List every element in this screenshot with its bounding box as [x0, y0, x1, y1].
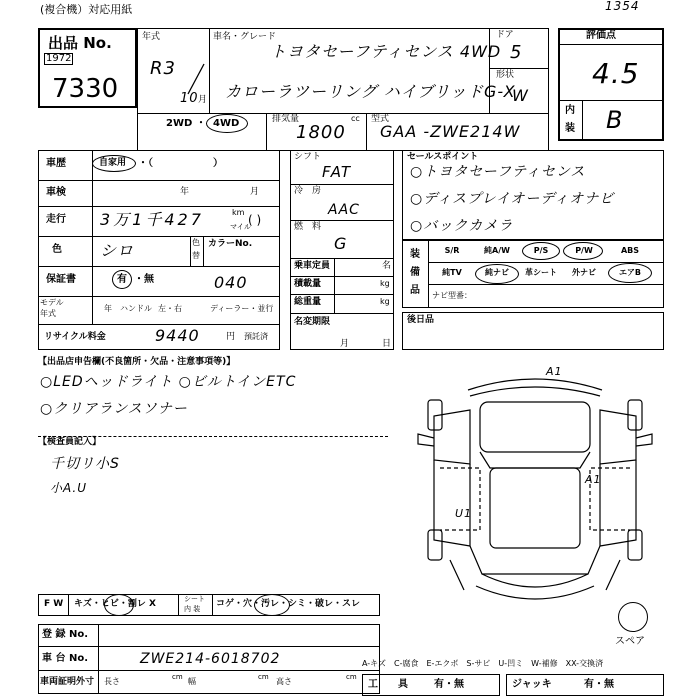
warranty-yes: 有	[117, 274, 127, 285]
fuel-value: G	[334, 234, 348, 253]
displacement-value: 1800	[296, 122, 346, 143]
mile-unit: マイル	[230, 223, 251, 231]
mileage-label: 走行	[46, 214, 66, 225]
fw-label: F W	[44, 599, 64, 609]
later-label: 後日品	[407, 315, 435, 325]
size-length-cm: cm	[172, 673, 183, 681]
lot-number: 7330	[52, 74, 119, 104]
color-value: シロ	[100, 241, 135, 260]
size-label: 車両証明外寸	[40, 677, 95, 687]
inspector-line-1: 千切リ小S	[50, 456, 120, 472]
spare-label: スペア	[615, 636, 645, 647]
inspection-label: 車検	[46, 187, 66, 198]
model-year-label-1: モデル	[40, 298, 64, 307]
fw-text: キズ・ヒビ・割レ X	[74, 599, 156, 609]
weight-unit: kg	[380, 297, 390, 306]
handle-value: 左・右	[158, 304, 182, 313]
recycle-unit: 円	[226, 332, 236, 342]
equip-pure-tv: 純TV	[442, 268, 462, 277]
capacity-label: 乗車定員	[294, 261, 331, 271]
spare-tire-icon	[618, 602, 648, 632]
shape-label: 形状	[496, 70, 515, 80]
history-label: 車歴	[46, 158, 66, 169]
recycle-value: 9440	[155, 326, 200, 345]
tools-label: 工 具	[368, 679, 408, 690]
equip-abs: ABS	[620, 246, 640, 255]
registration-label: 登 録 No.	[42, 629, 89, 640]
fuel-label: 燃 料	[294, 222, 322, 232]
color-no-label: カラーNo.	[208, 239, 253, 249]
size-width: 幅	[188, 677, 196, 686]
equip-pw: P/W	[575, 246, 593, 255]
drive-2wd: 2WD	[166, 118, 193, 129]
model-year-unit: 年	[104, 304, 112, 313]
interior-label-1: 内	[565, 105, 575, 116]
lot-code: 1972	[46, 53, 72, 64]
sales-point-2: ○ディスプレイオーディオナビ	[410, 191, 615, 207]
car-damage-diagram	[410, 360, 670, 620]
drive-4wd: 4WD	[213, 118, 240, 129]
nav-model-label: ナビ型番：	[432, 291, 472, 300]
displacement-unit: cc	[351, 114, 360, 123]
score-value: 4.5	[592, 57, 640, 90]
model-value: GAA -ZWE214W	[380, 122, 521, 141]
year-label: 年式	[142, 32, 161, 42]
name-grade-label: 車名・グレード	[213, 32, 277, 42]
load-unit: kg	[380, 279, 390, 288]
interior-label-2: 装	[565, 123, 575, 134]
equip-pure-navi: 純ナビ	[485, 268, 509, 277]
doors-value: 5	[510, 42, 523, 63]
color-no-value: 040	[214, 273, 248, 292]
form-type-label: (複合機）対応用紙	[40, 3, 133, 16]
declaration-label: 【出品店申告欄(不良箇所・欠品・注意事項等)】	[38, 357, 236, 367]
history-value: 自家用	[99, 158, 127, 168]
inspector-label: 【検査員記入】	[38, 437, 102, 447]
top-scribble: 1354	[605, 0, 640, 13]
name-line-1: トヨタセーフティセンス 4WD	[270, 42, 502, 61]
dealer-label: ディーラー・並行	[210, 304, 274, 313]
equip-ext-navi: 外ナビ	[572, 268, 596, 277]
warranty-label: 保証書	[46, 274, 76, 285]
history-rest: ・（ ）	[138, 158, 223, 169]
tools-value: 有・無	[434, 679, 464, 690]
chassis-label: 車 台 No.	[42, 653, 89, 664]
sales-point-1: ○トヨタセーフティセンス	[410, 164, 586, 180]
interior-value: B	[606, 106, 624, 134]
seat-label-1: シート	[184, 595, 205, 603]
km-unit: km	[232, 208, 245, 217]
name-change-label: 名変期限	[294, 317, 331, 327]
month-unit: 月	[198, 95, 208, 105]
name-change-unit: 月	[340, 339, 350, 349]
seat-label-2: 内 装	[184, 605, 201, 613]
later-items-box	[402, 312, 664, 350]
equip-leather: 革シート	[525, 268, 557, 277]
lot-label: 出品 No.	[48, 34, 112, 52]
recycle-note: 預託済	[244, 332, 268, 341]
model-year-label-2: 年式	[40, 309, 56, 318]
handle-label: ハンドル	[120, 304, 152, 313]
sales-point-3: ○バックカメラ	[410, 218, 514, 234]
year-value: R3	[150, 58, 176, 79]
weight-label: 総重量	[294, 297, 322, 307]
size-length: 長さ	[104, 677, 120, 686]
inspection-year-unit: 年	[180, 187, 190, 197]
name-line-2: カローラツーリング ハイブリッドG-X	[225, 82, 516, 101]
size-width-cm: cm	[258, 673, 269, 681]
color-change-2: 替	[192, 251, 200, 260]
jack-value: 有・無	[584, 679, 614, 690]
size-height-cm: cm	[346, 673, 357, 681]
displacement-label: 排気量	[272, 114, 300, 124]
color-label: 色	[52, 244, 62, 255]
shift-value: FAT	[322, 163, 352, 181]
damage-mark-right: A1	[585, 473, 602, 486]
mileage-value: 3万1千427	[100, 210, 204, 229]
shift-label: シフト	[294, 152, 322, 162]
jack-label: ジャッキ	[512, 679, 552, 690]
warranty-rest: ・無	[134, 274, 154, 285]
size-height: 高さ	[276, 677, 292, 686]
ac-value: AAC	[328, 202, 360, 218]
ac-label: 冷 房	[294, 186, 322, 196]
sales-points-label: セールスポイント	[407, 152, 479, 162]
chassis-value: ZWE214-6018702	[140, 651, 281, 667]
color-change-1: 色	[192, 238, 200, 247]
shape-value: W	[512, 86, 529, 105]
equip-pure-aw: 純A/W	[484, 246, 510, 255]
name-change-day: 日	[382, 339, 392, 349]
seat-text: コゲ・穴・汚レ・シミ・破レ・スレ	[216, 599, 361, 609]
model-label: 型式	[371, 114, 390, 124]
equip-airbag: エアB	[618, 268, 642, 277]
month-value: 10	[180, 91, 199, 106]
inspection-month-unit: 月	[250, 187, 260, 197]
equipment-label-3: 品	[410, 285, 420, 296]
capacity-unit: 名	[382, 261, 392, 271]
recycle-label: リサイクル料金	[44, 332, 106, 342]
damage-legend: A-キズ C-腐食 E-エクボ S-サビ U-凹ミ W-補修 XX-交換済	[362, 659, 604, 668]
damage-mark-front: A1	[546, 365, 563, 378]
score-label: 評価点	[586, 30, 616, 41]
load-label: 積載量	[294, 279, 322, 289]
declaration-line-1: ○LEDヘッドライト ○ビルトインETC	[40, 374, 297, 390]
equip-sr: S/R	[444, 246, 460, 255]
declaration-line-2: ○クリアランスソナー	[40, 401, 188, 417]
equipment-label-2: 備	[410, 267, 420, 278]
damage-mark-left: U1	[455, 507, 473, 520]
equipment-label-1: 装	[410, 249, 420, 260]
equip-ps: P/S	[533, 246, 549, 255]
doors-label: ドア	[496, 30, 514, 40]
inspector-line-2: 小A.U	[50, 481, 88, 495]
